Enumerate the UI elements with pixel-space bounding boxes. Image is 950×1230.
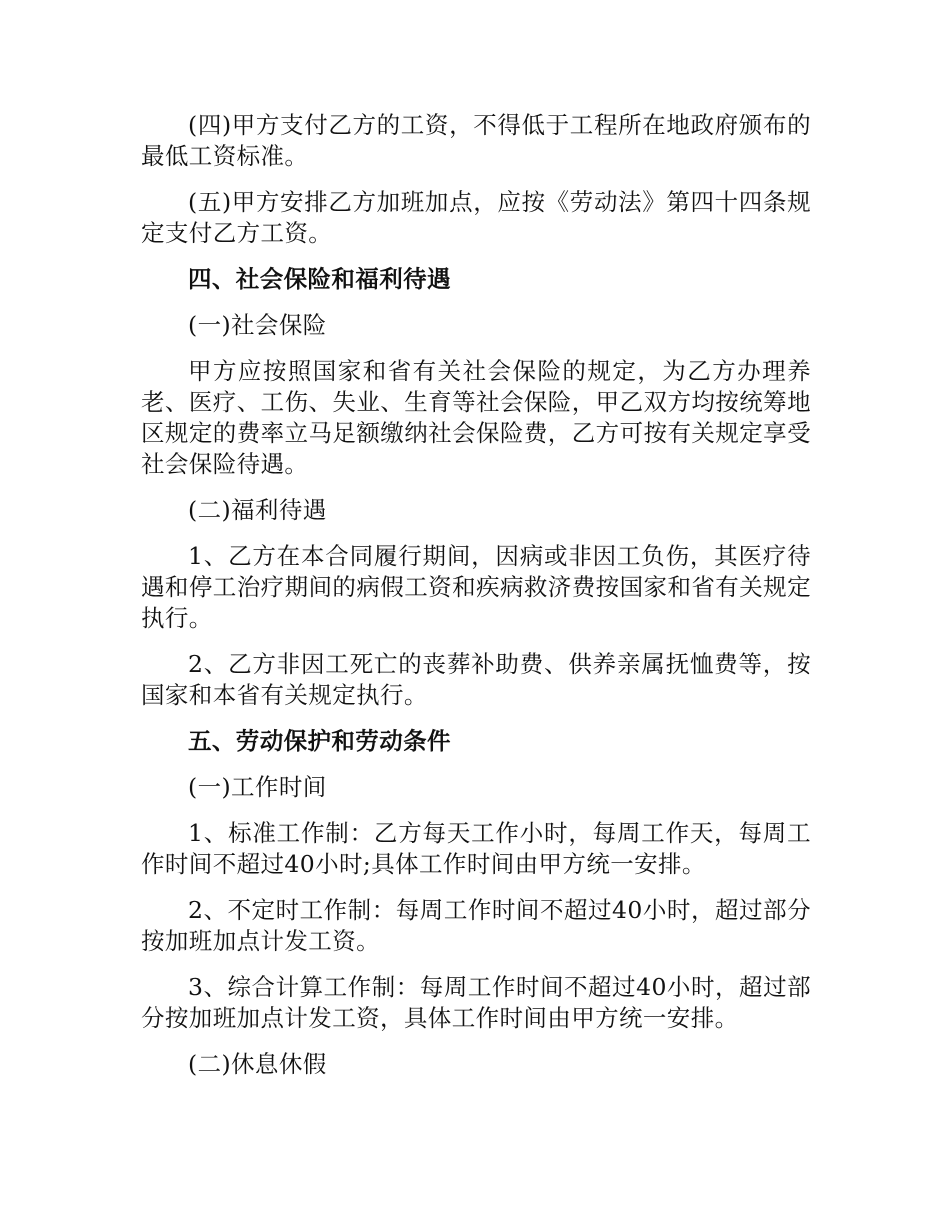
subheading-working-hours: (一)工作时间 [188,773,327,801]
paragraph-welfare-death-benefits: 2、乙方非因工死亡的丧葬补助费、供养亲属抚恤费等，按国家和本省有关规定执行。 [141,650,811,709]
subheading-rest-leave: (二)休息休假 [188,1050,327,1078]
subheading-welfare: (二)福利待遇 [188,496,327,524]
paragraph-flexible-hours: 2、不定时工作制：每周工作时间不超过40小时，超过部分按加班加点计发工资。 [141,896,811,955]
section-heading-labor-protection: 五、劳动保护和劳动条件 [188,727,451,755]
subheading-social-insurance: (一)社会保险 [188,311,327,339]
paragraph-welfare-sick-leave: 1、乙方在本合同履行期间，因病或非因工负伤，其医疗待遇和停工治疗期间的病假工资和疾病救济费按国家和省有关规定执行。 [141,542,811,632]
section-heading-social-insurance: 四、社会保险和福利待遇 [188,265,451,293]
paragraph-social-insurance: 甲方应按照国家和省有关社会保险的规定，为乙方办理养老、医疗、工伤、失业、生育等社会保险，甲乙双方均按统筹地区规定的费率立马足额缴纳社会保险费，乙方可按有关规定享受社会保险待遇。 [141,357,811,478]
paragraph-standard-hours: 1、标准工作制：乙方每天工作小时，每周工作天，每周工作时间不超过40小时;具体工作时间由甲方统一安排。 [141,819,811,878]
paragraph-comprehensive-hours: 3、综合计算工作制：每周工作时间不超过40小时，超过部分按加班加点计发工资，具体工作时间由甲方统一安排。 [141,973,811,1032]
paragraph-overtime-pay: (五)甲方安排乙方加班加点，应按《劳动法》第四十四条规定支付乙方工资。 [141,188,811,247]
paragraph-wage-minimum: (四)甲方支付乙方的工资，不得低于工程所在地政府颁布的最低工资标准。 [141,111,811,170]
document-body [141,110,811,1095]
